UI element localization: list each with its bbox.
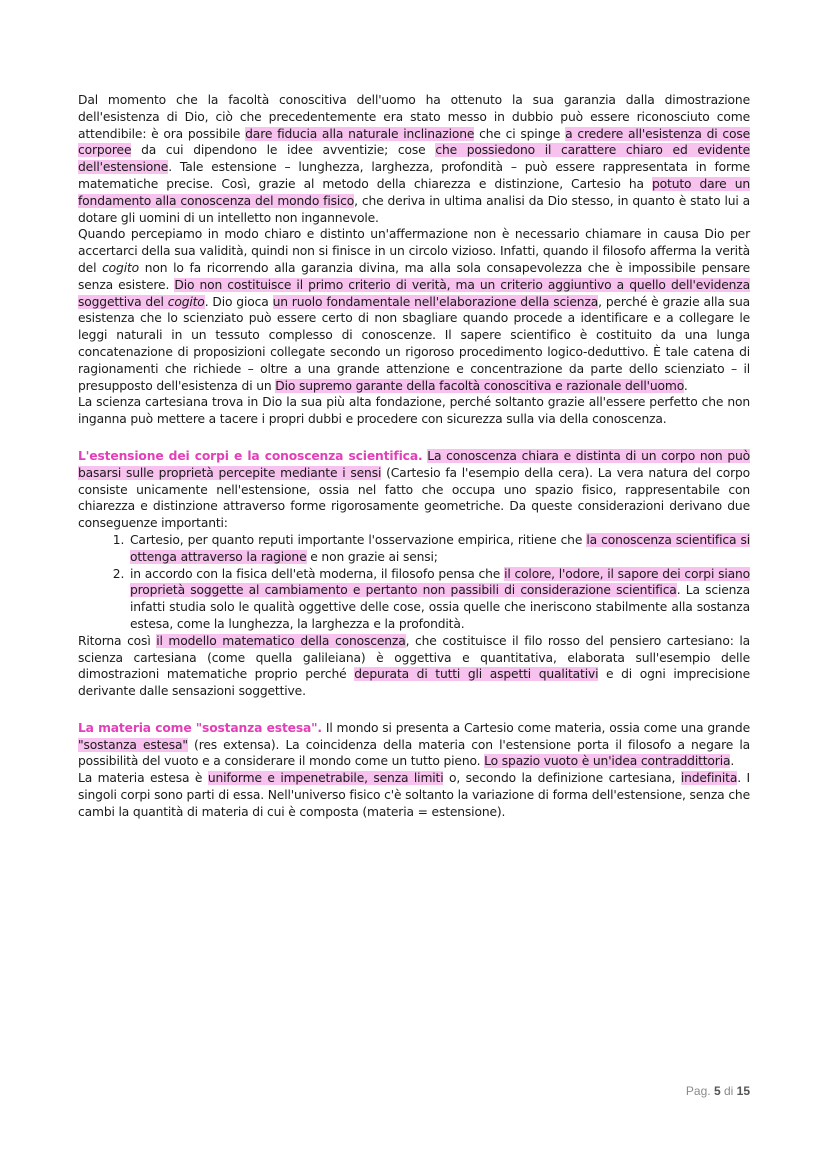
section-estensione-intro: L'estensione dei corpi e la conoscenza scientifica. La conoscenza chiara e distinta di un corpo non può basarsi sulle proprietà percepite mediante i sensi (Cartesio fa l'esempio della cera). La vera natura del corpo consiste unicamente nell'estensione, ossia nel fatto che occupa uno spazio fisico, rappresentabile con chiarezza e distinzione attraverso forme rigorosamente geometriche. Da queste considerazioni derivano due conseguenze importanti: [78,448,751,531]
highlight: depurata di tutti gli aspetti qualitativi [354,667,599,682]
list-item: 1. Cartesio, per quanto reputi importante l'osservazione empirica, ritiene che la conoscenza scientifica si ottenga attraverso la ragione e non grazie ai sensi; [128,532,750,566]
highlight: a credere all'esistenza di cose corporee [78,126,750,158]
highlight: la conoscenza scientifica si ottenga attraverso la ragione [130,532,750,564]
consequences-list [78,532,750,633]
highlight: dare fiducia alla naturale inclinazione [245,126,475,141]
highlight: indefinita [680,771,738,786]
section-title-estensione: L'estensione dei corpi e la conoscenza scientifica. [78,448,423,463]
paragraph-2: Quando percepiamo in modo chiaro e distinto un'affermazione non è necessario chiamare in causa Dio per accertarci della sua validità, quindi non si finisce in un circolo vizioso. Infatti, quando il filosofo afferma la verità del cogito non lo fa ricorrendo alla garanzia divina, ma alla sola consapevolezza che è impossibile pensare senza esistere. Dio non costituisce il primo criterio di verità, ma un criterio aggiuntivo a quello dell'evidenza soggettiva del cogito. Dio gioca un ruolo fondamentale nell'elaborazione della scienza, perché è grazie alla sua esistenza che lo scienziato può essere certo di non sbagliare quando procede a identificare e a collegare le leggi naturali in un tessuto complesso di conoscenze. Il sapere scientifico è costituito da una lunga concatenazione di proposizioni collegate secondo un rigoroso procedimento logico-deduttivo. È tale catena di ragionamenti che richiede – oltre a una grande attenzione e concentrazione da parte dello scienziato – il presupposto dell'esistenza di un Dio supremo garante della facoltà conoscitiva e razionale dell'uomo. [78,227,750,393]
section-title-materia: La materia come "sostanza estesa". [78,720,322,735]
page-number: Pag. 5 di 15 [685,1084,750,1098]
highlight: "sostanza estesa" [78,737,188,752]
highlight: potuto dare un fondamento alla conoscenza del mondo fisico [78,176,750,208]
highlight: il modello matematico della conoscenza [156,633,406,648]
highlight: uniforme e impenetrabile, senza limiti [207,771,444,786]
paragraph-materia-estesa: La materia estesa è uniforme e impenetrabile, senza limiti o, secondo la definizione cartesiana, indefinita. I singoli corpi sono parti di essa. Nell'universo fisico c'è soltanto la variazione di forma dell'estensione, senza che cambi la quantità di materia di cui è composta (materia = estensione). [78,771,750,819]
paragraph-3: La scienza cartesiana trova in Dio la sua più alta fondazione, perché soltanto grazie all'essere perfetto che non inganna può mettere a tacere i propri dubbi e procedere con sicurezza sulla via della conoscenza. [78,395,750,427]
highlight: Dio non costituisce il primo criterio di verità, ma un criterio aggiuntivo a quello dell'evidenza soggettiva del cogito [78,277,750,309]
highlight: un ruolo fondamentale nell'elaborazione della scienza [272,294,599,309]
cogito-term: cogito [102,260,140,275]
highlight: il colore, l'odore, il sapore dei corpi siano proprietà soggette al cambiamento e pertanto non passibili di considerazione scientifica [130,566,750,598]
paragraph-1: Dal momento che la facoltà conoscitiva dell'uomo ha ottenuto la sua garanzia dalla dimostrazione dell'esistenza di Dio, ciò che precedentemente era stato messo in dubbio può essere riconosciuto come attendibile: è ora possibile dare fiducia alla naturale inclinazione che ci spinge a credere all'esistenza di cose corporee da cui dipendono le idee avventizie; cose che possiedono il carattere chiaro ed evidente dell'estensione. Tale estensione – lunghezza, larghezza, profondità – può essere rappresentata in forme matematiche precise. Così, grazie al metodo della chiarezza e distinzione, Cartesio ha potuto dare un fondamento alla conoscenza del mondo fisico, che deriva in ultima analisi da Dio stesso, in quanto è stato lui a dotare gli uomini di un intelletto non ingannevole. [78,93,750,225]
highlight: Dio supremo garante della facoltà conoscitiva e razionale dell'uomo [275,378,684,393]
total-pages: 15 [736,1084,750,1098]
section-materia-intro: La materia come "sostanza estesa". Il mondo si presenta a Cartesio come materia, ossia come una grande "sostanza estesa" (res extensa). La coincidenza della materia con l'estensione porta il filosofo a negare la possibilità del vuoto e a considerare il mondo come un tutto pieno. Lo spazio vuoto è un'idea contraddittoria. [78,720,750,769]
highlight: che possiedono il carattere chiaro ed evidente dell'estensione [78,143,750,175]
document-page [78,92,750,821]
paragraph-modello-matematico: Ritorna così il modello matematico della conoscenza, che costituisce il filo rosso del pensiero cartesiano: la scienza cartesiana (come quella galileiana) è oggettiva e quantitativa, elaborata sull'esempio delle dimostrazioni matematiche proprio perché depurata di tutti gli aspetti qualitativi e di ogni imprecisione derivante dalle sensazioni soggettive. [78,633,750,699]
cogito-term: cogito [167,294,205,309]
current-page: 5 [713,1084,721,1098]
highlight: Lo spazio vuoto è un'idea contraddittoria [484,754,731,769]
highlight: La conoscenza chiara e distinta di un corpo non può basarsi sulle proprietà percepite mediante i sensi [78,448,750,480]
list-item: 2. in accordo con la fisica dell'età moderna, il filosofo pensa che il colore, l'odore, il sapore dei corpi siano proprietà soggette al cambiamento e pertanto non passibili di considerazione scientifica. La scienza infatti studia solo le qualità oggettive delle cose, ossia quelle che ineriscono stabilmente alla sostanza estesa, come la lunghezza, la larghezza e la profondità. [128,566,750,633]
